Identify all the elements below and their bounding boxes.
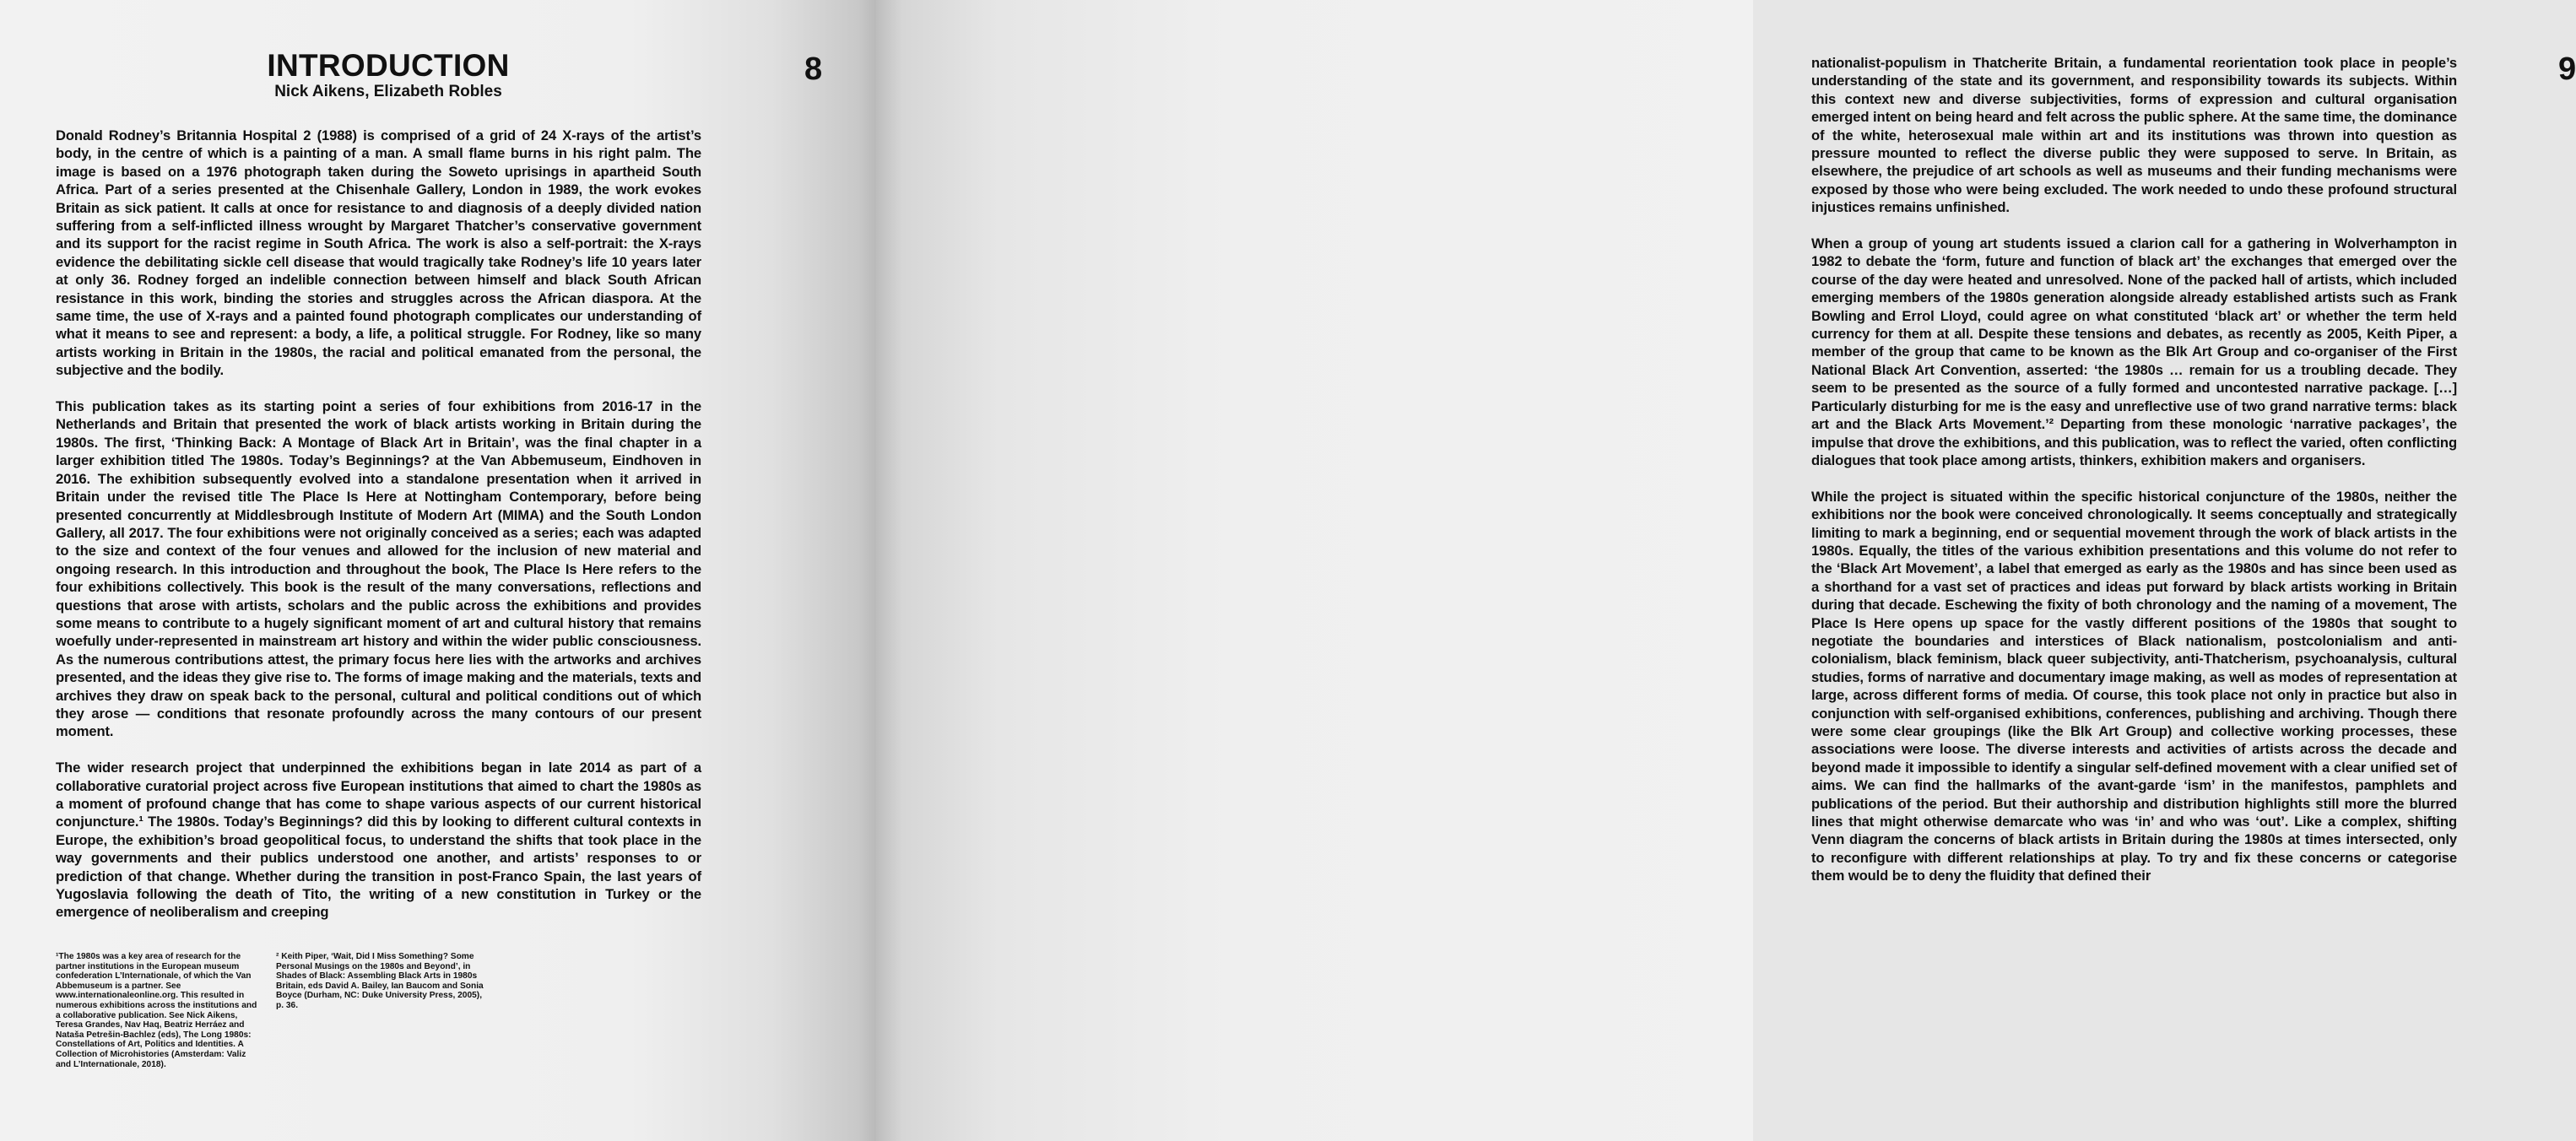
body-paragraph: While the project is situated within the specific historical conjuncture of the 1980s, neither the exhibitions nor the book were conceived chronologically. It seems conceptually and strategically limiting to mark a beginning, end or sequential movement through the work of black artists in the 1980s. Equally, the titles of the various exhibition presentations and this volume do not refer to the ‘Black Art Movement’, a label that emerged as early as the 1980s and has since been used as a shorthand for a vast set of practices and ideas put forward by black artists working in Britain during that decade. Eschewing the fixity of both chronology and the naming of a movement, The Place Is Here opens up space for the vastly different positions of the 1980s that sought to negotiate the boundaries and interstices of Black nationalism, postcolonialism and anti-colonialism, black feminism, black queer subjectivity, anti-Thatcherism, psychoanalysis, cultural studies, forms of narrative and documentary image making, as well as modes of representation at large, across different forms of media. Of course, this took place not only in practice but also in conjunction with self-organised exhibitions, conferences, publishing and archiving. Though there were some clear groupings (like the Blk Art Group) and collective working processes, these associations were loose. The diverse interests and activities of artists across the decade and beyond made it impossible to identify a singular self-defined movement with a clear unified set of aims. We can find the hallmarks of the avant-garde ‘ism’ in the manifestos, pamphlets and publications of the period. But their authorship and distribution highlights still more the blurred lines that might otherwise demarcate who was ‘in’ and who was ‘out’. Like a complex, shifting Venn diagram the concerns of black artists in Britain during the 1980s at times intersected, only to reconfigure with different relationships at play. To try and fix these concerns or categorise them would be to deny the fluidity that defined their — [1811, 488, 2457, 884]
page-number-right: 9 — [2558, 51, 2576, 87]
body-paragraph: This publication takes as its starting point a series of four exhibitions from 2016-17 in the Netherlands and Britain that presented the work of black artists working in Britain during the 1980s. The first, ‘Thinking Back: A Montage of Black Art in Britain’, was the final chapter in a larger exhibition titled The 1980s. Today’s Beginnings? at the Van Abbemuseum, Eindhoven in 2016. The exhibition subsequently evolved into a standalone presentation when it arrived in Britain under the revised title The Place Is Here at Nottingham Contemporary, before being presented concurrently at Middlesbrough Institute of Modern Art (MIMA) and the South London Gallery, all 2017. The four exhibitions were not originally conceived as a series; each was adapted to the size and context of the four venues and allowed for the inclusion of new material and ongoing research. In this introduction and throughout the book, The Place Is Here refers to the four exhibitions collectively. This book is the result of the many conversations, reflections and questions that arose with artists, scholars and the public across the exhibitions and provides some means to contribute to a hugely significant moment of art and cultural history that remains woefully under-represented in mainstream art history and within the wider public consciousness. As the numerous contributions attest, the primary focus here lies with the artworks and archives presented, and the ideas they give rise to. The forms of image making and the materials, texts and archives they draw on speak back to the personal, cultural and political conditions out of which they arose — conditions that resonate profoundly across the many contours of our present moment. — [56, 398, 701, 740]
left-page — [0, 0, 876, 1141]
page-title: INTRODUCTION — [267, 48, 510, 83]
footnote-2: ² Keith Piper, ‘Wait, Did I Miss Something? Some Personal Musings on the 1980s and Beyond’, in Shades of Black: Assembling Black Arts in 1980s Britain, eds David A. Bailey, Ian Baucom and Sonia Boyce (Durham, NC: Duke University Press, 2005), p. 36. — [276, 952, 484, 1010]
body-paragraph: When a group of young art students issued a clarion call for a gathering in Wolverhampton in 1982 to debate the ‘form, future and function of black art’ the exchanges that emerged over the course of the day were heated and unresolved. None of the packed hall of artists, which included emerging members of the 1980s generation alongside already established artists such as Frank Bowling and Errol Lloyd, could agree on what constituted ‘black art’ or whether the term held currency for them at all. Despite these tensions and debates, as recently as 2005, Keith Piper, a member of the group that came to be known as the Blk Art Group and co-organiser of the First National Black Art Convention, asserted: ‘the 1980s … remain for us a troubling decade. They seem to be presented as the source of a fully formed and uncontested narrative package. […] Particularly disturbing for me is the easy and unreflective use of two grand narrative terms: black art and the Black Arts Movement.’² Departing from these monologic ‘narrative packages’, the impulse that drove the exhibitions, and this publication, was to reflect the varied, often conflicting dialogues that took place among artists, thinkers, exhibition makers and organisers. — [1811, 235, 2457, 468]
authors-line: Nick Aikens, Elizabeth Robles — [274, 83, 502, 100]
body-paragraph: Donald Rodney’s Britannia Hospital 2 (1988) is comprised of a grid of 24 X-rays of the artist’s body, in the centre of which is a painting of a man. A small flame burns in his right palm. The image is based on a 1976 photograph taken during the Soweto uprisings in apartheid South Africa. Part of a series presented at the Chisenhale Gallery, London in 1989, the work evokes Britain as sick patient. It calls at once for resistance to and diagnosis of a deeply divided nation suffering from a self-inflicted illness wrought by Margaret Thatcher’s conservative government and its support for the racist regime in South Africa. The work is also a self-portrait: the X-rays evidence the debilitating sickle cell disease that would tragically take Rodney’s life 10 years later at only 36. Rodney forged an indelible connection between himself and black South African resistance in this work, binding the stories and struggles across the African diaspora. At the same time, the use of X-rays and a painted found photograph complicates our understanding of what it means to see and represent: a body, a life, a political struggle. For Rodney, like so many artists working in Britain in the 1980s, the racial and political emanated from the personal, the subjective and the bodily. — [56, 127, 701, 379]
right-page — [876, 0, 2576, 1141]
footnote-1: ¹The 1980s was a key area of research for the partner institutions in the European museum confederation L’Internationale, of which the Van Abbemuseum is a partner. See www.internationaleonline.org. This resulted in numerous exhibitions across the institutions and a collaborative publication. See Nick Aikens, Teresa Grandes, Nav Haq, Beatriz Herráez and Nataša Petrešin-Bachlez (eds), The Long 1980s: Constellations of Art, Politics and Identities. A Collection of Microhistories (Amsterdam: Valiz and L’Internationale, 2018). — [56, 952, 257, 1069]
left-body-text — [56, 127, 701, 922]
page-number-left: 8 — [804, 51, 823, 87]
body-paragraph: The wider research project that underpinned the exhibitions began in late 2014 as part of a collaborative curatorial project across five European institutions that aimed to chart the 1980s as a moment of profound change that has come to shape various aspects of our current historical conjuncture.¹ The 1980s. Today’s Beginnings? did this by looking to different cultural contexts in Europe, the exhibition’s broad geopolitical focus, to understand the shifts that took place in the way governments and their publics understood one another, and artists’ responses to or prediction of that change. Whether during the transition in post-Franco Spain, the last years of Yugoslavia following the death of Tito, the writing of a new constitution in Turkey or the emergence of neoliberalism and creeping — [56, 760, 701, 921]
body-paragraph: nationalist-populism in Thatcherite Britain, a fundamental reorientation took place in people’s understanding of the state and its government, and responsibility towards its subjects. Within this context new and diverse subjectivities, forms of expression and cultural organisation emerged intent on being heard and felt across the public sphere. At the same time, the dominance of the white, heterosexual male within art and its institutions was thrown into question as pressure mounted to reflect the diverse public they were supposed to serve. In Britain, as elsewhere, the prejudice of art schools as well as museums and their funding mechanisms were exposed by those who were being excluded. The work needed to undo these profound structural injustices remains unfinished. — [1811, 55, 2457, 216]
right-body-text — [1811, 54, 2457, 885]
